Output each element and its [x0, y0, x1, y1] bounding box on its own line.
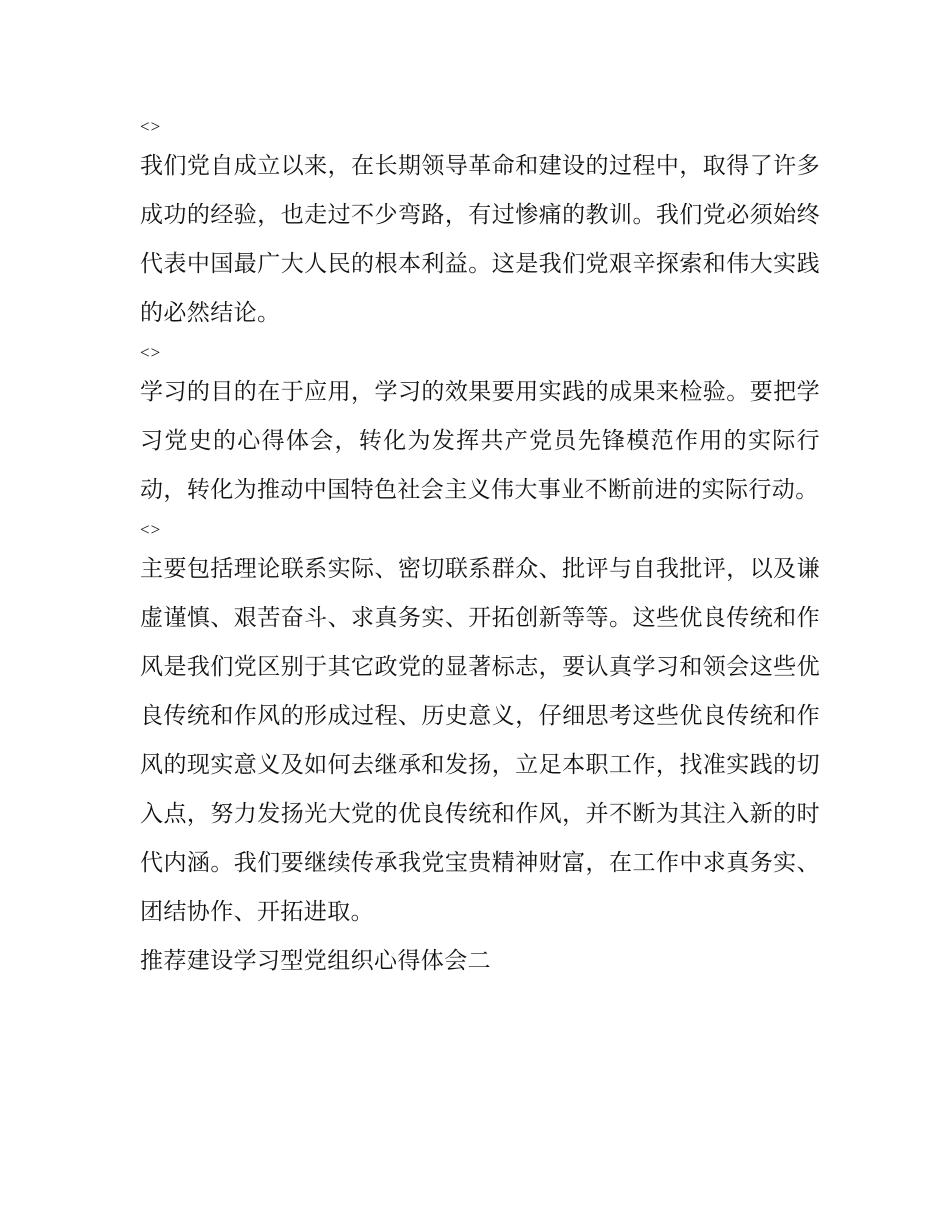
paragraph-study-application: 学习的目的在于应用，学习的效果要用实践的成果来检验。要把学习党史的心得体会，转化为发挥共产党员先锋模范作用的实际行动，转化为推动中国特色社会主义伟大事业不断前进的实际行动。: [140, 379, 820, 503]
paragraph-party-history-lessons: 我们党自成立以来，在长期领导革命和建设的过程中，取得了许多成功的经验，也走过不少弯路，有过惨痛的教训。我们党必须始终代表中国最广大人民的根本利益。这是我们党艰辛探索和伟大实践的必然结论。: [140, 153, 820, 326]
section-marker: <>: [140, 117, 162, 136]
document-body: [140, 112, 820, 986]
section-marker: <>: [140, 520, 162, 539]
paragraph-fine-traditions: 主要包括理论联系实际、密切联系群众、批评与自我批评，以及谦虚谨慎、艰苦奋斗、求真务实、开拓创新等等。这些优良传统和作风是我们党区别于其它政党的显著标志，要认真学习和领会这些优良传统和作风的形成过程、历史意义，仔细思考这些优良传统和作风的现实意义及如何去继承和发扬，立足本职工作，找准实践的切入点，努力发扬光大党的优良传统和作风，并不断为其注入新的时代内涵。我们要继续传承我党宝贵精神财富，在工作中求真务实、团结协作、开拓进取。: [140, 556, 820, 925]
section-marker: <>: [140, 343, 162, 362]
closing-heading: 推荐建设学习型党组织心得体会二: [140, 948, 491, 974]
